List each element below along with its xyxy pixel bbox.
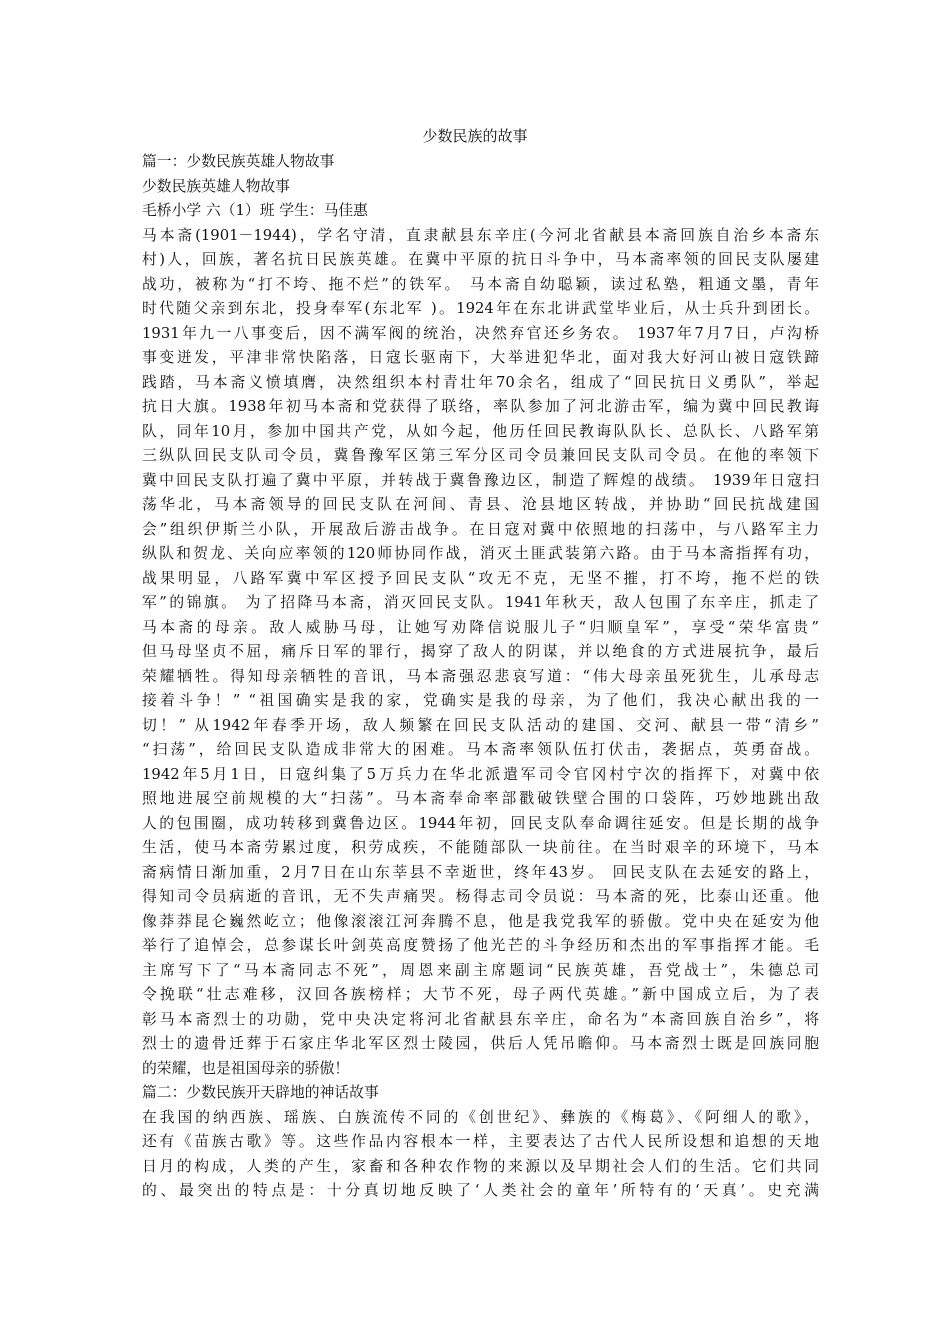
- text-line: 像莽莽昆仑巍然屹立；他像滚滚江河奔腾不息，他是我党我军的骄傲。党中央在延安为他: [142, 912, 819, 930]
- text-line: 彰马本斋烈士的功勋，党中央决定将河北省献县东辛庄，命名为“本斋回族自治乡”，将: [142, 1010, 819, 1028]
- text-line: 篇二：少数民族开天辟地的神话故事: [142, 1084, 379, 1101]
- document-body: [142, 150, 819, 1204]
- text-line: 会”组织伊斯兰小队，开展敌后游击战争。在日寇对冀中依照地的扫荡中，与八路军主力: [142, 520, 819, 538]
- text-line: 抗日大旗。1938年初马本斋和党获得了联络，率队参加了河北游击军，编为冀中回民教诲: [142, 398, 819, 415]
- text-line: 马本斋的母亲。敌人威胁马母，让她写劝降信说服儿子“归顺皇军”，享受“荣华富贵”: [142, 618, 819, 636]
- text-line: 少数民族英雄人物故事: [142, 177, 290, 195]
- document-title: 少数民族的故事: [422, 127, 528, 145]
- text-line: 战果明显，八路军冀中军区授予回民支队“攻无不克，无坚不摧，打不垮，拖不烂的铁: [142, 569, 819, 587]
- text-line: 三纵队回民支队司令员，冀鲁豫军区第三军分区司令员兼回民支队司令员。在他的率领下: [142, 447, 819, 464]
- text-line: 践踏，马本斋义愤填膺，决然组织本村青壮年70余名，组成了“回民抗日义勇队”，举起: [142, 373, 819, 391]
- text-line: 军”的锦旗。 为了招降马本斋，消灭回民支队。1941年秋天，敌人包围了东辛庄，抓走了: [142, 594, 819, 611]
- text-line: 举行了追悼会，总参谋长叶剑英高度赞扬了他光芒的斗争经历和杰出的军事指挥才能。毛: [142, 937, 819, 954]
- text-line: 纵队和贺龙、关向应率领的120师协同作战，消灭土匪武装第六路。由于马本斋指挥有功，: [142, 545, 819, 562]
- text-line: 村)人，回族，著名抗日民族英雄。在冀中平原的抗日斗争中，马本斋率领的回民支队屡建: [142, 251, 819, 268]
- text-line: 荡华北，马本斋领导的回民支队在河间、青县、沧县地区转战，并协助“回民抗战建国: [142, 496, 819, 513]
- text-line: 时代随父亲到东北，投身奉军(东北军 )。1924年在东北讲武堂毕业后，从士兵升到团长。: [142, 300, 819, 317]
- text-line: 主席写下了“马本斋同志不死”，周恩来副主席题词“民族英雄，吾党战士”，朱德总司: [142, 961, 819, 979]
- text-line: 生活，使马本斋劳累过度，积劳成疾，不能随部队一块前往。在当时艰辛的环境下，马本: [142, 839, 819, 856]
- text-line: 篇一：少数民族英雄人物故事: [142, 153, 335, 170]
- text-line: 人的包围圈，成功转移到冀鲁边区。1944年初，回民支队奉命调往延安。但是长期的战争: [142, 814, 819, 832]
- text-line: 烈士的遗骨迁葬于石家庄华北军区烈士陵园，供后人凭吊瞻仰。马本斋烈士既是回族同胞: [142, 1035, 819, 1052]
- text-line: 但马母坚贞不屈，痛斥日军的罪行，揭穿了敌人的阴谋，并以绝食的方式进展抗争，最后: [142, 643, 819, 660]
- text-line: 事变迸发，平津非常快陷落，日寇长驱南下，大举进犯华北，面对我大好河山被日寇铁蹄: [142, 349, 819, 366]
- text-line: “扫荡”，给回民支队造成非常大的困难。马本斋率领队伍打伏击，袭据点，英勇奋战。: [142, 741, 819, 758]
- text-line: 照地进展空前规模的大“扫荡”。马本斋奉命率部戳破铁壁合围的口袋阵，巧妙地跳出敌: [142, 790, 819, 807]
- text-line: 冀中回民支队打遍了冀中平原，并转战于冀鲁豫边区，制造了辉煌的战绩。 1939年日寇扫: [142, 471, 819, 489]
- text-line: 1942年5月1日，日寇纠集了5万兵力在华北派遣军司令官冈村宁次的指挥下，对冀中依: [142, 765, 819, 783]
- text-line: 日月的构成，人类的产生，家畜和各种农作物的来源以及早期社会人们的生活。它们共同: [142, 1157, 819, 1175]
- text-line: 战功，被称为“打不垮、拖不烂”的铁军。 马本斋自幼聪颖，读过私塾，粗通文墨，青年: [142, 275, 819, 293]
- text-line: 的、最突出的特点是：十分真切地反映了‘人类社会的童年’所特有的‘天真’。史充满: [142, 1182, 819, 1199]
- text-line: 马本斋(1901－1944)，学名守清，直隶献县东辛庄(今河北省献县本斋回族自治乡本斋东: [142, 226, 819, 244]
- text-line: 还有《苗族古歌》等。这些作品内容根本一样，主要表达了古代人民所设想和追想的天地: [142, 1133, 819, 1150]
- text-line: 荣耀牺牲。得知母亲牺牲的音讯，马本斋强忍悲哀写道：“伟大母亲虽死犹生，儿承母志: [142, 667, 819, 685]
- text-line: 得知司令员病逝的音讯，无不失声痛哭。杨得志司令员说：马本斋的死，比泰山还重。他: [142, 888, 819, 905]
- text-line: 接着斗争！” “祖国确实是我的家，党确实是我的母亲，为了他们，我决心献出我的一: [142, 692, 819, 709]
- text-line: 毛桥小学 六（1）班 学生：马佳惠: [142, 202, 368, 219]
- text-line: 斋病情日渐加重，2月7日在山东莘县不幸逝世，终年43岁。 回民支队在去延安的路上，: [142, 863, 819, 881]
- text-line: 队，同年10月，参加中国共产党，从如今起，他历任回民教诲队队长、总队长、八路军第: [142, 422, 819, 440]
- text-line: 的荣耀，也是祖国母亲的骄傲！: [142, 1059, 350, 1077]
- text-line: 切！” 从1942年春季开场，敌人频繁在回民支队活动的建国、交河、献县一带“清乡”: [142, 716, 819, 734]
- text-line: 在我国的纳西族、瑶族、白族流传不同的《创世纪》、彝族的《梅葛》、《阿细人的歌》，: [142, 1108, 819, 1126]
- text-line: 1931年九一八事变后，因不满军阀的统治，决然弃官还乡务农。 1937年7月7日，卢沟桥: [142, 324, 819, 342]
- text-line: 令挽联“壮志难移，汉回各族榜样；大节不死，母子两代英雄。”新中国成立后，为了表: [142, 986, 819, 1003]
